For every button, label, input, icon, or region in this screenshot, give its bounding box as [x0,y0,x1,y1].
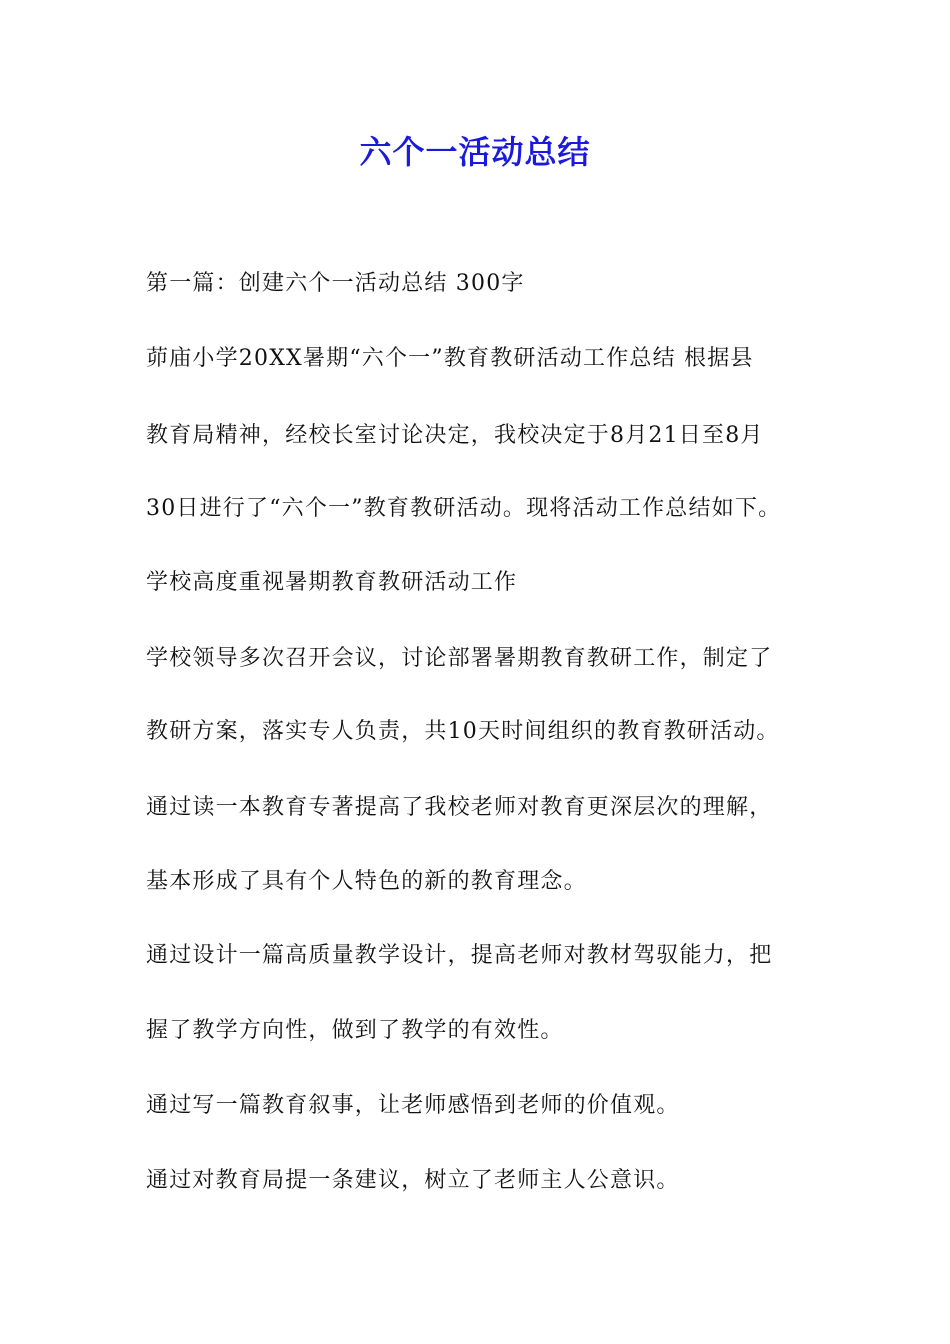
body-line: 30日进行了“六个一”教育教研活动。现将活动工作总结如下。 [146,496,782,521]
body-line: 通过设计一篇高质量教学设计，提高老师对教材驾驭能力，把 [146,943,773,968]
body-line: 握了教学方向性，做到了教学的有效性。 [146,1018,564,1043]
body-line: 基本形成了具有个人特色的新的教育理念。 [146,869,587,894]
body-line: 学校高度重视暑期教育教研活动工作 [146,570,518,595]
section-heading: 第一篇：创建六个一活动总结 300字 [146,271,525,296]
body-line: 通过读一本教育专著提高了我校老师对教育更深层次的理解， [146,795,773,820]
body-line: 茆庙小学20XX暑期“六个一”教育教研活动工作总结 根据县 [146,346,754,371]
body-line: 教研方案，落实专人负责，共10天时间组织的教育教研活动。 [146,719,780,744]
body-line: 教育局精神，经校长室讨论决定，我校决定于8月21日至8月 [146,423,764,448]
body-line: 通过写一篇教育叙事，让老师感悟到老师的价值观。 [146,1093,680,1118]
body-line: 通过对教育局提一条建议，树立了老师主人公意识。 [146,1168,680,1193]
document-title: 六个一活动总结 [359,133,591,171]
body-line: 学校领导多次召开会议，讨论部署暑期教育教研工作，制定了 [146,646,773,671]
